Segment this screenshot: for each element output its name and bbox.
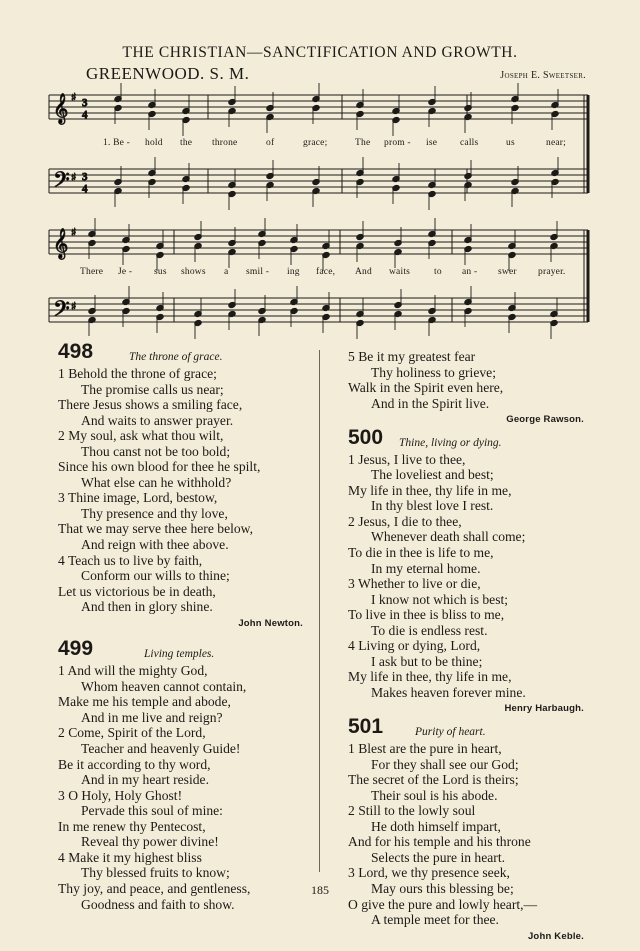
lyric-syllable: near; <box>546 138 566 148</box>
verse-line: And in the Spirit live. <box>371 395 490 411</box>
verse-line: Goodness and faith to show. <box>81 896 235 912</box>
bass-clef-icon: 𝄢 <box>53 168 70 198</box>
verse-line: 2 Jesus, I die to thee, <box>348 513 462 529</box>
lyric-syllable: prayer. <box>538 267 566 277</box>
verse-line: To die is endless rest. <box>371 622 488 638</box>
hymn-500 <box>348 425 584 717</box>
lyric-syllable: Je - <box>118 267 133 277</box>
verse-line: In my eternal home. <box>371 560 481 576</box>
lyric-syllable: sus <box>154 267 167 277</box>
verse-line: Thou canst not be too bold; <box>81 443 231 459</box>
verse-line: Be it according to thy word, <box>58 756 211 772</box>
verse-line: Make me his temple and abode, <box>58 694 231 710</box>
verse-line: 4 Living or dying, Lord, <box>348 638 481 654</box>
verse-line: To die in thee is life to me, <box>348 545 494 561</box>
verse-line: Makes heaven forever mine. <box>371 684 526 700</box>
verse-line: 4 Teach us to live by faith, <box>58 552 203 568</box>
music-score <box>0 0 640 345</box>
hymn-title: Living temples. <box>144 648 215 661</box>
lyric-syllable: ing <box>287 267 300 277</box>
lyric-syllable: waits <box>389 267 411 277</box>
sharp-icon: ♯ <box>71 300 77 313</box>
verse-line: The secret of the Lord is theirs; <box>348 772 519 788</box>
verse-line: Thy presence and thy love, <box>81 505 228 521</box>
verse-line: A temple meet for thee. <box>371 912 499 928</box>
treble-clef-icon: 𝄞 <box>53 94 69 124</box>
lyric-syllable: grace; <box>303 138 328 148</box>
verse-line: Thy holiness to grieve; <box>371 364 496 380</box>
verse-line: My life in thee, thy life in me, <box>348 669 512 685</box>
verse-line: That we may serve thee here below, <box>58 521 254 537</box>
lyric-syllable: shows <box>181 267 206 277</box>
right-column <box>348 349 584 944</box>
treble-clef-icon: 𝄞 <box>53 229 69 259</box>
verse-line: 4 Make it my highest bliss <box>58 849 202 865</box>
verse-line: 3 Whether to live or die, <box>348 576 481 592</box>
verse-line: 1 Behold the throne of grace; <box>58 366 217 381</box>
lyric-syllable: an - <box>462 267 478 277</box>
hymn-author: Henry Harbaugh. <box>504 703 584 715</box>
sharp-icon: ♯ <box>71 226 77 239</box>
time-signature: 4 <box>82 109 88 121</box>
verse-line: 2 My soul, ask what thou wilt, <box>58 428 224 444</box>
hymn-499-continued <box>348 349 584 428</box>
verse-line: Their soul is his abode. <box>371 787 498 803</box>
verse-line: 3 O Holy, Holy Ghost! <box>58 787 183 803</box>
column-divider <box>319 350 320 872</box>
hymn-499 <box>58 637 303 912</box>
verse-line: And in my heart reside. <box>81 772 209 788</box>
lyric-syllable: The <box>355 138 371 148</box>
sharp-icon: ♯ <box>71 171 77 184</box>
verse-line: Reveal thy power divine! <box>81 834 219 850</box>
sharp-icon: ♯ <box>71 91 77 104</box>
verse-line: What else can he withhold? <box>81 474 232 490</box>
verse-line: In me renew thy Pentecost, <box>58 818 206 834</box>
hymn-number: 500 <box>348 425 384 449</box>
lyric-syllable: 1. Be - <box>103 138 130 148</box>
lyric-syllable: of <box>266 138 275 148</box>
lyric-syllable: smil - <box>246 267 270 277</box>
lyric-syllable: ise <box>426 138 438 148</box>
lyric-syllable: the <box>180 138 193 148</box>
verse-line: 5 Be it my greatest fear <box>348 349 476 364</box>
time-signature: 3 <box>82 97 88 109</box>
verse-line: Teacher and heavenly Guide! <box>81 741 241 757</box>
hymn-title: Thine, living or dying. <box>399 436 502 449</box>
verse-line: 1 Blest are the pure in heart, <box>348 741 502 757</box>
verse-line: I ask but to be thine; <box>371 653 483 669</box>
lyric-syllable: a <box>224 267 229 277</box>
tune-name: GREENWOOD. S. M. <box>86 64 250 83</box>
verse-line: 2 Still to the lowly soul <box>348 803 476 819</box>
verse-line: O give the pure and lowly heart,— <box>348 896 538 912</box>
lyric-syllable: throne <box>212 138 238 148</box>
verse-line: In thy blest love I rest. <box>371 498 494 514</box>
hymn-author: George Rawson. <box>506 414 584 426</box>
lyric-syllable: prom - <box>384 138 411 148</box>
lyric-syllable: There <box>80 267 104 277</box>
lyric-syllable: calls <box>460 138 479 148</box>
lyric-syllable: hold <box>145 138 163 148</box>
verse-line: And waits to answer prayer. <box>81 412 234 428</box>
verse-line: And in me live and reign? <box>81 709 223 725</box>
verse-line: Thy joy, and peace, and gentleness, <box>58 880 251 896</box>
verse-line: Conform our wills to thine; <box>81 568 230 584</box>
hymn-number: 498 <box>58 340 94 363</box>
verse-line: And reign with thee above. <box>81 537 229 553</box>
lyric-syllable: And <box>355 267 372 277</box>
verse-line: May ours this blessing be; <box>371 880 514 896</box>
verse-line: The loveliest and best; <box>371 467 494 483</box>
verse-line: Let us victorious be in death, <box>58 583 216 599</box>
verse-line: Since his own blood for thee he spilt, <box>58 459 261 475</box>
bass-clef-icon: 𝄢 <box>53 297 70 327</box>
hymn-author: John Keble. <box>527 930 584 942</box>
verse-line: He doth himself impart, <box>371 818 501 834</box>
time-signature: 3 <box>82 171 88 183</box>
verse-line: Walk in the Spirit even here, <box>348 380 504 396</box>
hymn-title: Purity of heart. <box>415 726 486 739</box>
verse-line: 1 Jesus, I live to thee, <box>348 451 466 467</box>
hymn-number: 499 <box>58 637 94 661</box>
verse-line: Pervade this soul of mine: <box>81 803 223 819</box>
verse-line: Thy blessed fruits to know; <box>81 865 230 881</box>
hymn-title: The throne of grace. <box>129 351 223 363</box>
verse-line: 1 And will the mighty God, <box>58 663 208 679</box>
verse-line: 2 Come, Spirit of the Lord, <box>58 725 206 741</box>
verse-line: 3 Lord, we thy presence seek, <box>348 865 510 881</box>
left-column <box>58 340 303 912</box>
hymn-498 <box>58 340 303 631</box>
composer-credit: Joseph E. Sweetser. <box>500 70 586 81</box>
lyric-syllable: us <box>506 138 515 148</box>
verse-line: To live in thee is bliss to me, <box>348 607 505 623</box>
verse-line: My life in thee, thy life in me, <box>348 482 512 498</box>
hymn-number: 501 <box>348 715 384 739</box>
verse-line: And then in glory shine. <box>81 599 213 615</box>
hymn-501 <box>348 715 584 944</box>
lyric-syllable: swer <box>498 267 517 277</box>
verse-line: For they shall see our God; <box>371 756 519 772</box>
verse-line: Whenever death shall come; <box>371 529 526 545</box>
verse-line: Selects the pure in heart. <box>371 849 505 865</box>
verse-line: And for his temple and his throne <box>348 834 531 850</box>
verse-line: The promise calls us near; <box>81 381 224 397</box>
verse-line: 3 Thine image, Lord, bestow, <box>58 490 218 506</box>
hymn-author: John Newton. <box>238 617 303 629</box>
page-header: THE CHRISTIAN—SANCTIFICATION AND GROWTH. <box>122 44 518 61</box>
lyric-syllable: face, <box>316 267 336 277</box>
time-signature: 4 <box>82 183 88 195</box>
verse-line: There Jesus shows a smiling face, <box>58 397 243 413</box>
lyric-syllable: to <box>434 267 442 277</box>
verse-line: Whom heaven cannot contain, <box>81 678 247 694</box>
page-number: 185 <box>311 883 329 897</box>
verse-line: I know not which is best; <box>371 591 509 607</box>
